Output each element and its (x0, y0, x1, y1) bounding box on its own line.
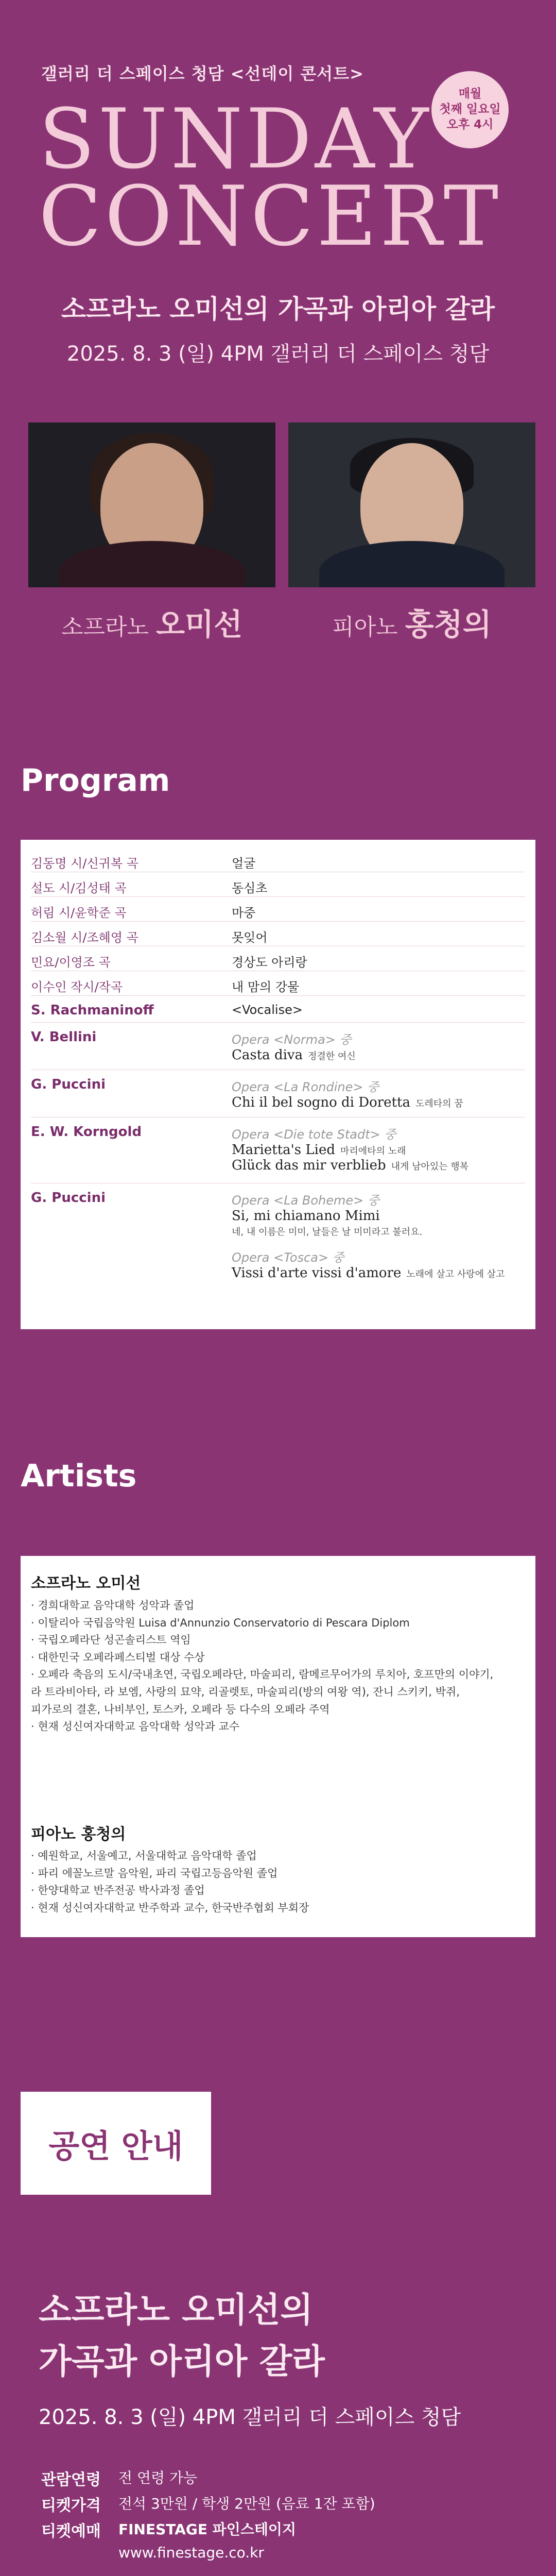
info-date: 2025. 8. 3 (일) 4PM 갤러리 더 스페이스 청담 (39, 2405, 461, 2429)
info-label-age: 관람연령 (41, 2471, 101, 2489)
soprano-bio-list (31, 1597, 525, 1736)
bio-item: · 오페라 축음의 도시/국내초연, 국립오페라단, 마술피리, 람메르무어가의 루치아, 호프만의 이야기, (31, 1668, 494, 1681)
bio-item: · 현재 성신여자대학교 반주학과 교수, 한국반주협회 부회장 (31, 1901, 309, 1914)
info-label-booking: 티켓예매 (41, 2522, 101, 2540)
booking-link[interactable]: www.finestage.co.kr (118, 2544, 264, 2561)
pianist-bio-list (31, 1848, 525, 1917)
info-title-line2: 가곡과 아리아 갈라 (39, 2342, 325, 2381)
bio-item: · 파리 에꼴노르말 음악원, 파리 국립고등음악원 졸업 (31, 1867, 278, 1879)
info-value-age: 전 연령 가능 (118, 2469, 198, 2486)
bio-item: · 국립오페라단 성곤솔리스트 역임 (31, 1634, 191, 1647)
artists-card (21, 1556, 535, 1937)
event-series-label: 갤러리 더 스페이스 청담 <선데이 콘서트> (41, 64, 364, 83)
bio-item: · 한양대학교 반주전공 박사과정 졸업 (31, 1884, 205, 1897)
schedule-badge: 매월 첫째 일요일 오후 4시 (431, 71, 509, 148)
program-card: 김동명 시/신귀복 곡 얼굴 설도 시/김성태 곡 동심초 허림 시/윤학준 곡 마중 김소월 시/조혜영 곡 못잊어 민요/이영조 곡 경상도 아리랑 이수인 작시/작곡 내 맘의 강물 S. Rachmaninoff <Vocalise> V. Bellini Opera <Norma> 중 Casta diva 정결한 여신 G. Puccini Opera <La Rondine> 중 Chi il bel sogno di Doretta 도레타의 꿈 E. W. Korngold Opera <Die tote Stadt> 중 Marietta's Lied 마리에타의 노래 Glück das mir verblieb 내게 남아있는 행복 G. Puccini Opera <La Boheme> 중 Si, mi chiamano Mimi 네, 내 이름은 미미, 날들은 날 미미라고 불러요. Opera <Tosca> 중 Vissi d'arte vissi d'amore 노래에 살고 사랑에 살고 (21, 840, 535, 1329)
bio-item: · 이탈리아 국립음악원 Luisa d'Annunzio Conservatorio di Pescara Diplom (31, 1616, 410, 1629)
bio-item: · 경희대학교 음악대학 성악과 졸업 (31, 1599, 195, 1612)
pianist-caption (288, 600, 535, 643)
info-value-price: 전석 3만원 / 학생 2만원 (음료 1잔 포함) (118, 2495, 375, 2512)
soprano-caption (28, 600, 275, 643)
program-heading: Program (21, 762, 170, 799)
bio-item: 피가로의 결혼, 나비부인, 토스카, 오페라 등 다수의 오페라 주역 (31, 1703, 330, 1716)
soprano-bio-name: 소프라노 오미선 (31, 1574, 141, 1592)
concert-subtitle: 소프라노 오미선의 가곡과 아리아 갈라 (61, 294, 495, 324)
info-value-booking: FINESTAGE 파인스테이지 (118, 2521, 297, 2538)
bio-item: 라 트라비아타, 라 보엠, 사랑의 묘약, 리골렛토, 마술피리(방의 여왕 역), 잔니 스키키, 박쥐, (31, 1685, 460, 1698)
pianist-name: 홍청의 (405, 607, 492, 642)
artists-heading: Artists (21, 1458, 137, 1494)
bio-item: · 대한민국 오페라페스티벌 대상 수상 (31, 1651, 205, 1664)
pianist-bio-name: 피아노 홍청의 (31, 1825, 126, 1843)
title-sunday: SUNDAY (39, 91, 432, 187)
soprano-name: 오미선 (155, 607, 243, 642)
info-title-line1: 소프라노 오미선의 (39, 2290, 314, 2330)
bio-item: · 예원학교, 서울예고, 서울대학교 음악대학 졸업 (31, 1850, 257, 1862)
pianist-photo (288, 422, 535, 587)
info-label-price: 티켓가격 (41, 2497, 101, 2515)
info-box-label: 공연 안내 (21, 2092, 211, 2195)
bio-item: · 현재 성신여자대학교 음악대학 성악과 교수 (31, 1720, 240, 1733)
title-concert: CONCERT (39, 168, 502, 264)
pianist-role: 피아노 (332, 614, 398, 640)
soprano-photo (28, 422, 275, 587)
soprano-role: 소프라노 (61, 614, 149, 640)
concert-date: 2025. 8. 3 (일) 4PM 갤러리 더 스페이스 청담 (66, 342, 490, 366)
